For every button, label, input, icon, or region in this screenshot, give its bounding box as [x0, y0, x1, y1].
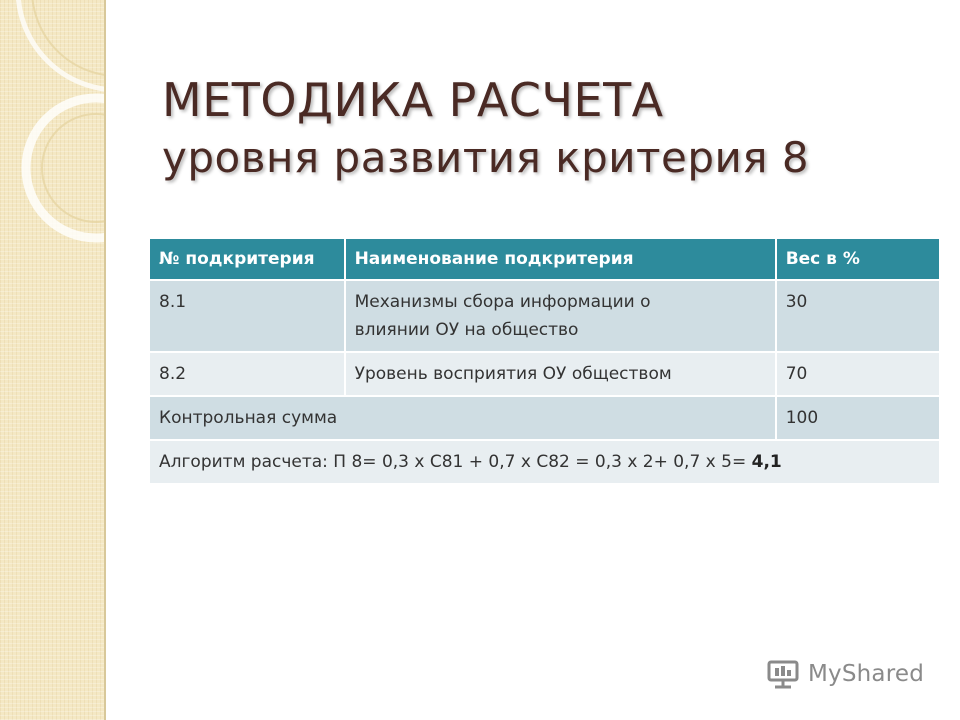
- header-subcriterion-name: Наименование подкритерия: [345, 239, 776, 280]
- row-name-line: влиянии ОУ на общество: [354, 320, 579, 340]
- algorithm-result: 4,1: [751, 452, 782, 472]
- watermark-text: MyShared: [808, 661, 925, 687]
- row-name-cell: Уровень восприятия ОУ обществом: [345, 352, 776, 396]
- checksum-row: [150, 396, 939, 440]
- myshared-watermark: [766, 654, 924, 694]
- row-number-cell: 8.1: [150, 280, 345, 352]
- criteria-table: [150, 239, 939, 483]
- decorative-side-strip: [0, 0, 106, 720]
- row-name-line: Механизмы сбора информации о: [354, 292, 651, 312]
- header-subcriterion-number: № подкритерия: [150, 239, 345, 280]
- row-weight-cell: 30: [776, 280, 939, 352]
- row-weight-cell: 70: [776, 352, 939, 396]
- row-number-cell: 8.2: [150, 352, 345, 396]
- row-name-cell: [345, 280, 776, 352]
- algorithm-cell: [150, 440, 939, 483]
- checksum-value: 100: [776, 396, 939, 440]
- checksum-label: Контрольная сумма: [150, 396, 776, 440]
- table-row: [150, 352, 939, 396]
- strip-edge-divider: [104, 0, 106, 720]
- table-row: [150, 280, 939, 352]
- table-header-row: [150, 239, 939, 280]
- algorithm-formula: Алгоритм расчета: П 8= 0,3 х С81 + 0,7 х С82 = 0,3 х 2+ 0,7 х 5=: [159, 452, 752, 472]
- slide-title: [162, 72, 922, 188]
- header-weight-percent: Вес в %: [776, 239, 939, 280]
- myshared-logo-icon: [766, 657, 802, 691]
- slide-title-subtitle: уровня развития критерия 8: [162, 133, 810, 182]
- slide-title-main: МЕТОДИКА РАСЧЕТА: [162, 73, 664, 127]
- algorithm-row: [150, 440, 939, 483]
- decorative-circles-icon: [0, 0, 106, 720]
